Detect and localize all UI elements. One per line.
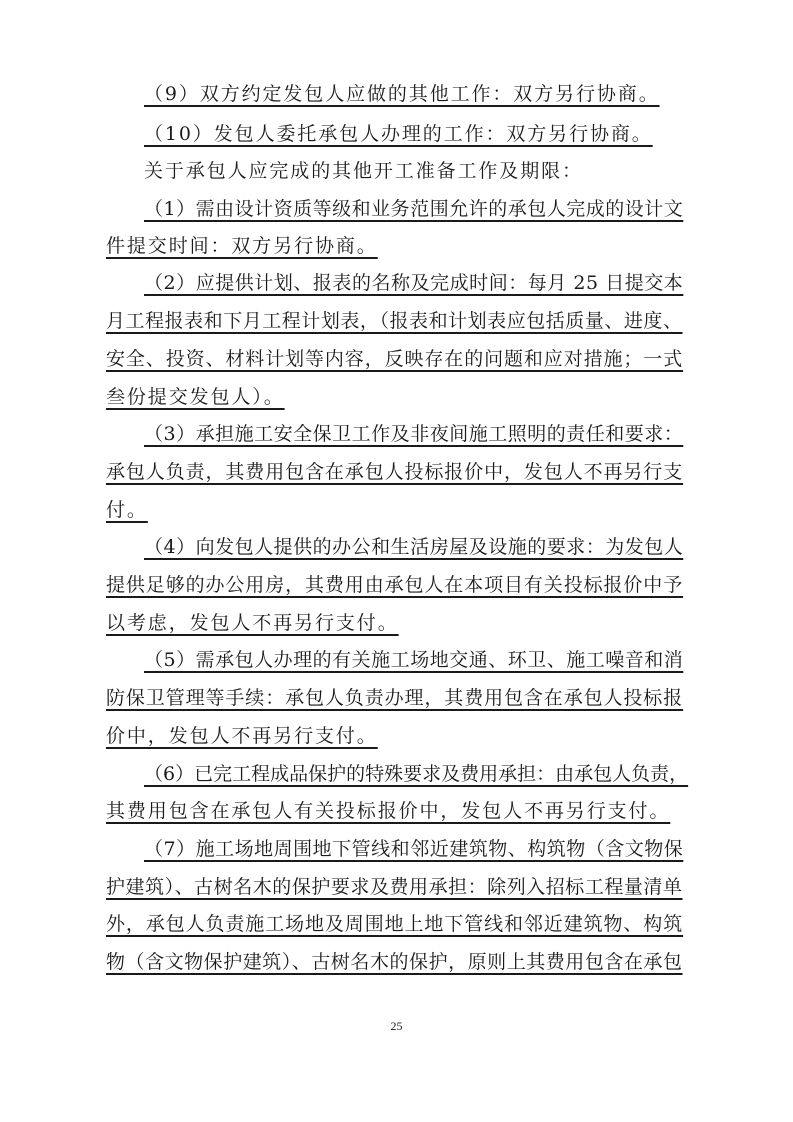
- paragraph-line: 叁份提交发包人）。: [106, 386, 285, 408]
- paragraph-line: 防保卫管理等手续：承包人负责办理，其费用包含在承包人投标报: [106, 687, 684, 709]
- paragraph-line: （9）双方约定发包人应做的其他工作：双方另行协商。: [144, 83, 660, 105]
- paragraph-line: （6）已完工程成品保护的特殊要求及费用承担：由承包人负责，: [144, 763, 689, 785]
- paragraph-line: 价中，发包人不再另行支付。: [106, 725, 378, 747]
- paragraph-line: 件提交时间：双方另行协商。: [106, 235, 378, 257]
- paragraph-line: 承包人负责，其费用包含在承包人投标报价中，发包人不再另行支: [106, 461, 684, 483]
- paragraph-line: （4）向发包人提供的办公和生活房屋及设施的要求：为发包人: [144, 536, 684, 558]
- paragraph-line: 护建筑）、古树名木的保护要求及费用承担：除列入招标工程量清单: [106, 876, 683, 898]
- paragraph-line: 安全、投资、材料计划等内容，反映存在的问题和应对措施；一式: [106, 348, 684, 370]
- paragraph-line: （1）需由设计资质等级和业务范围允许的承包人完成的设计文: [144, 198, 684, 220]
- paragraph-line: 其费用包含在承包人有关投标报价中，发包人不再另行支付。: [106, 800, 671, 822]
- section-heading: 关于承包人应完成的其他开工准备工作及期限：: [144, 160, 583, 182]
- paragraph-line: （3）承担施工安全保卫工作及非夜间施工照明的责任和要求：: [144, 423, 684, 445]
- paragraph-line: （5）需承包人办理的有关施工场地交通、环卫、施工噪音和消: [144, 649, 684, 671]
- paragraph-line: 月工程报表和下月工程计划表，（报表和计划表应包括质量、进度、: [106, 310, 683, 332]
- paragraph-line: （2）应提供计划、报表的名称及完成时间：每月 25 日提交本: [144, 272, 684, 294]
- paragraph-line: 付。: [106, 499, 148, 521]
- paragraph-line: 外，承包人负责施工场地及周围地上地下管线和邻近建筑物、构筑: [106, 913, 684, 935]
- paragraph-line: 提供足够的办公用房，其费用由承包人在本项目有关投标报价中予: [106, 574, 684, 596]
- paragraph-line: 以考虑，发包人不再另行支付。: [106, 612, 399, 634]
- paragraph-line: （7）施工场地周围地下管线和邻近建筑物、构筑物（含文物保: [144, 838, 684, 860]
- page-number: 25: [390, 1019, 403, 1033]
- paragraph-line: （10）发包人委托承包人办理的工作：双方另行协商。: [144, 123, 653, 145]
- paragraph-line: 物（含文物保护建筑）、古树名木的保护，原则上其费用包含在承包: [106, 951, 683, 973]
